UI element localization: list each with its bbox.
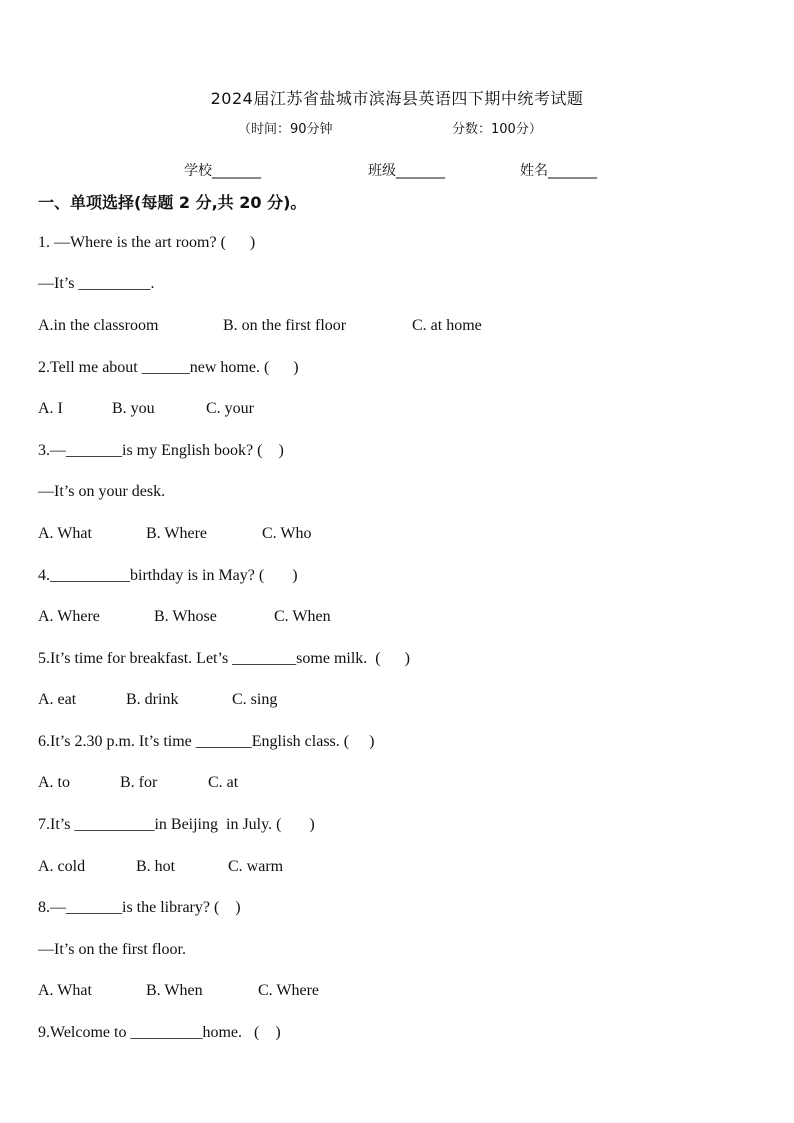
option-b: B. drink — [126, 691, 179, 708]
option-c: C. your — [206, 400, 254, 417]
question-3-answer-line: —It’s on your desk. — [38, 483, 166, 500]
option-b: B. Whose — [154, 608, 217, 625]
option-c: C. at home — [412, 317, 482, 334]
option-a: A.in the classroom — [38, 317, 159, 334]
option-b: B. for — [120, 774, 158, 791]
class-field: 班级_______ — [368, 163, 445, 179]
option-a: A. What — [38, 982, 92, 999]
question-2: 2.Tell me about ______new home. ( ) — [38, 359, 299, 376]
school-field: 学校_______ — [184, 163, 261, 179]
option-a: A. to — [38, 774, 70, 791]
section-title: 一、单项选择(每题 2 分,共 20 分)。 — [38, 193, 307, 212]
option-c: C. Who — [262, 525, 312, 542]
option-c: C. warm — [228, 858, 284, 875]
exam-score: 分数：100分） — [452, 122, 542, 137]
option-b: B. Where — [146, 525, 208, 542]
question-1: 1. —Where is the art room? ( ) — [38, 234, 256, 251]
exam-time: （时间：90分钟 — [238, 122, 333, 137]
question-3: 3.—_______is my English book? ( ) — [38, 442, 284, 459]
option-b: B. hot — [136, 858, 176, 875]
question-6: 6.It’s 2.30 p.m. It’s time _______English class. ( ) — [38, 733, 375, 750]
option-c: C. sing — [232, 691, 278, 708]
option-b: B. When — [146, 982, 203, 999]
option-a: A. I — [38, 400, 63, 417]
option-a: A. eat — [38, 691, 77, 708]
option-b: B. you — [112, 400, 155, 417]
question-9: 9.Welcome to _________home. ( ) — [38, 1024, 281, 1041]
option-c: C. When — [274, 608, 331, 625]
exam-title: 2024届江苏省盐城市滨海县英语四下期中统考试题 — [210, 89, 584, 108]
question-4: 4.__________birthday is in May? ( ) — [38, 567, 298, 584]
option-c: C. Where — [258, 982, 320, 999]
option-b: B. on the first floor — [223, 317, 347, 334]
option-a: A. What — [38, 525, 92, 542]
option-a: A. Where — [38, 608, 100, 625]
question-8: 8.—_______is the library? ( ) — [38, 899, 241, 916]
question-8-answer-line: —It’s on the first floor. — [38, 941, 186, 958]
question-1-answer-line: —It’s _________. — [38, 275, 155, 292]
option-c: C. at — [208, 774, 239, 791]
question-7: 7.It’s __________in Beijing in July. ( ) — [38, 816, 315, 833]
question-5: 5.It’s time for breakfast. Let’s ________some milk. ( ) — [38, 650, 410, 667]
name-field: 姓名_______ — [520, 163, 597, 179]
option-a: A. cold — [38, 858, 86, 875]
